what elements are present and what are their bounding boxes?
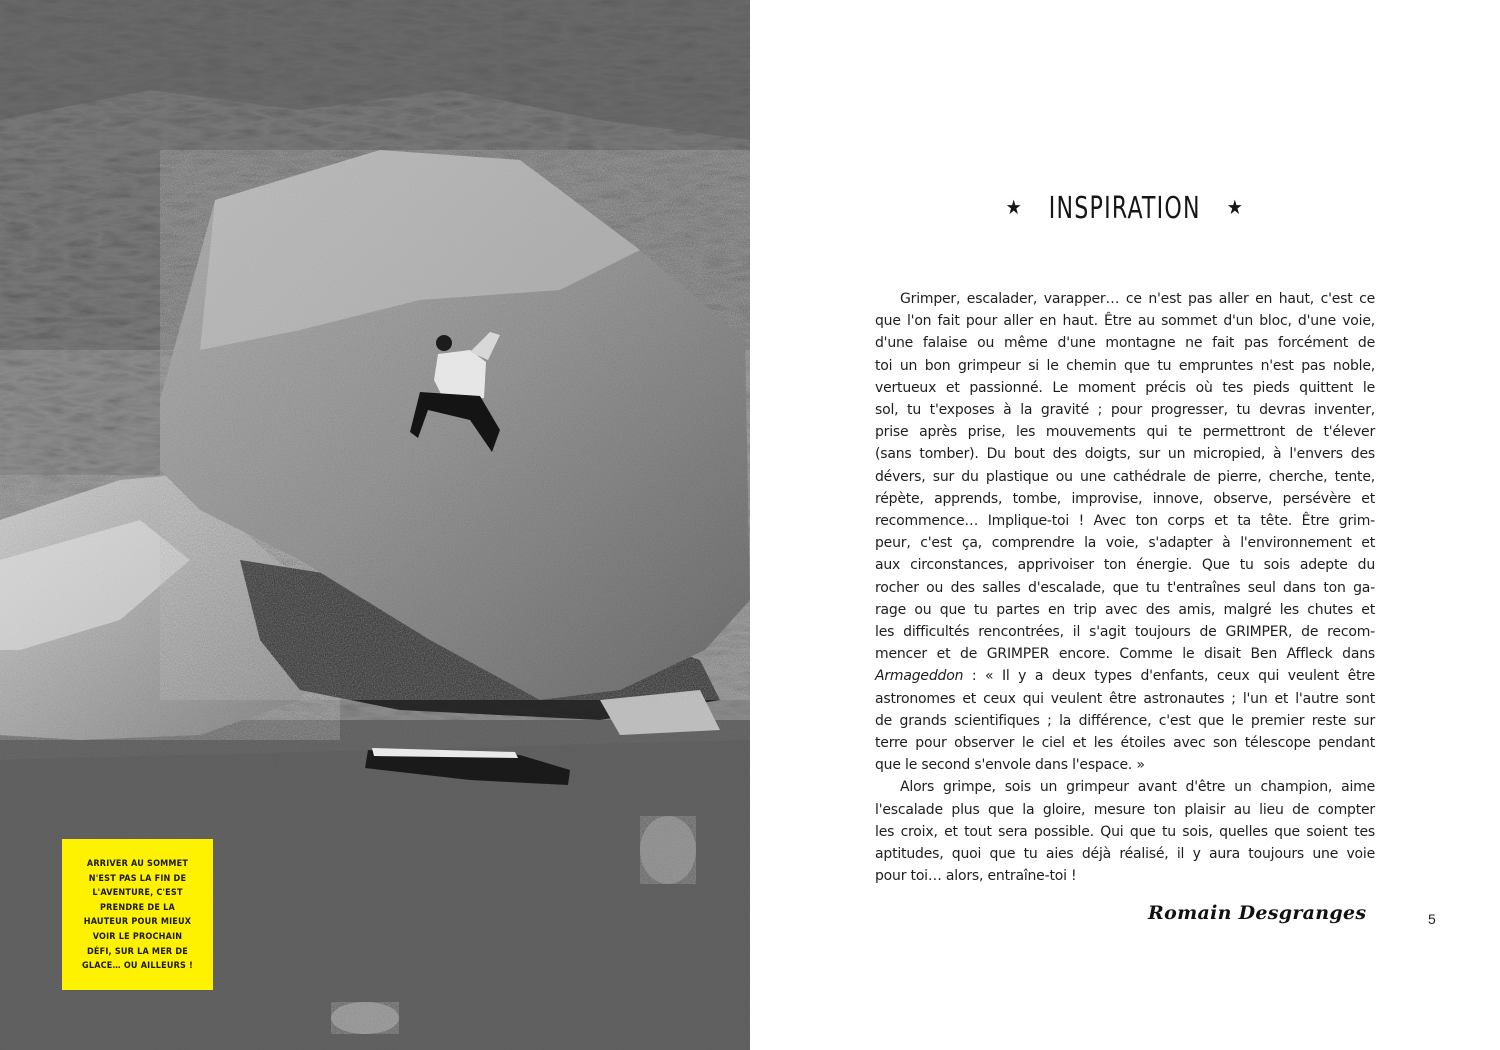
body-line: rage ou que tu partes en trip avec des amis, malgré les chutes et	[875, 601, 1375, 618]
body-line: aux circonstances, apprivoiser ton énergie. Que tu sois adepte du	[875, 557, 1375, 574]
body-text	[875, 288, 1375, 887]
body-line: dévers, sur du plastique ou une cathédrale de pierre, cherche, tente,	[875, 468, 1375, 485]
film-title: Armageddon	[875, 668, 964, 685]
heading-title: INSPIRATION	[1048, 191, 1202, 226]
body-line	[875, 665, 1375, 687]
caption-line: DÉFI, SUR LA MER DE	[86, 946, 189, 957]
body-line: peur, c'est ça, comprendre la voie, s'adapter à l'environnement et	[875, 535, 1375, 552]
caption-line: L'AVENTURE, C'EST	[92, 888, 183, 899]
body-line: pour toi… alors, entraîne-toi !	[875, 868, 1077, 885]
body-line: de grands scientifiques ; la différence, c'est que le premier reste sur	[875, 712, 1375, 729]
body-line: prise après prise, les mouvements qui te permettront de t'élever	[875, 424, 1375, 441]
author-signature: Romain Desgranges	[1148, 902, 1367, 924]
body-line: mencer et de GRIMPER encore. Comme le disait Ben Affleck dans	[875, 646, 1375, 663]
caption-line: HAUTEUR POUR MIEUX	[83, 917, 192, 928]
body-line: Grimper, escalader, varapper… ce n'est pas aller en haut, c'est ce	[900, 291, 1375, 307]
caption-line: VOIR LE PROCHAIN	[92, 931, 183, 942]
quote-start: : « Il y a deux types d'enfants, ceux qui veulent être	[963, 668, 1375, 685]
caption-line: PRENDRE DE LA	[100, 902, 175, 913]
page-heading	[750, 191, 1500, 226]
body-line: que le second s'envole dans l'espace. »	[875, 757, 1145, 774]
body-line: l'escalade plus que la gloire, mesure ton plaisir au lieu de compter	[875, 801, 1375, 818]
body-line: vertueux et passionné. Le moment précis où tes pieds quittent le	[875, 379, 1375, 396]
star-icon: ★	[1005, 195, 1024, 219]
caption-line: ARRIVER AU SOMMET	[86, 859, 189, 869]
body-line: recommence… Implique-toi ! Avec ton corps et ta tête. Être grim-	[875, 513, 1375, 530]
body-line: Alors grimpe, sois un grimpeur avant d'être un champion, aime	[900, 779, 1375, 796]
text-page	[750, 0, 1500, 1050]
body-line: aptitudes, quoi que tu aies déjà réalisé, il y aura toujours une voie	[875, 846, 1375, 863]
body-line: rocher ou des salles d'escalade, que tu t'entraînes seul dans ton ga-	[875, 579, 1375, 596]
caption-line: GLACE… OU AILLEURS !	[81, 961, 193, 972]
page-number: 5	[1428, 911, 1436, 927]
star-icon: ★	[1226, 195, 1245, 219]
caption-line: N'EST PAS LA FIN DE	[88, 873, 187, 884]
caption-box	[62, 839, 213, 990]
body-line: (sans tomber). Du bout des doigts, sur un micropied, à l'envers des	[875, 446, 1375, 463]
body-line: d'une falaise ou même d'une montagne ne fait pas forcément de	[875, 335, 1375, 352]
body-line: astronomes et ceux qui veulent être astronautes ; l'un et l'autre sont	[875, 690, 1375, 707]
body-line: répète, apprends, tombe, improvise, innove, observe, persévère et	[875, 490, 1375, 507]
body-line: les difficultés rencontrées, il s'agit toujours de GRIMPER, de recom-	[875, 624, 1375, 641]
body-line: que l'on fait pour aller en haut. Être au sommet d'un bloc, d'une voie,	[875, 313, 1375, 330]
body-line: terre pour observer le ciel et les étoiles avec son télescope pendant	[875, 735, 1375, 752]
body-line: toi un bon grimpeur si le chemin que tu empruntes n'est pas noble,	[875, 357, 1375, 374]
body-line: les croix, et tout sera possible. Qui que tu sois, quelles que soient tes	[875, 823, 1375, 840]
body-line: sol, tu t'exposes à la gravité ; pour progresser, tu devras inventer,	[875, 402, 1375, 419]
